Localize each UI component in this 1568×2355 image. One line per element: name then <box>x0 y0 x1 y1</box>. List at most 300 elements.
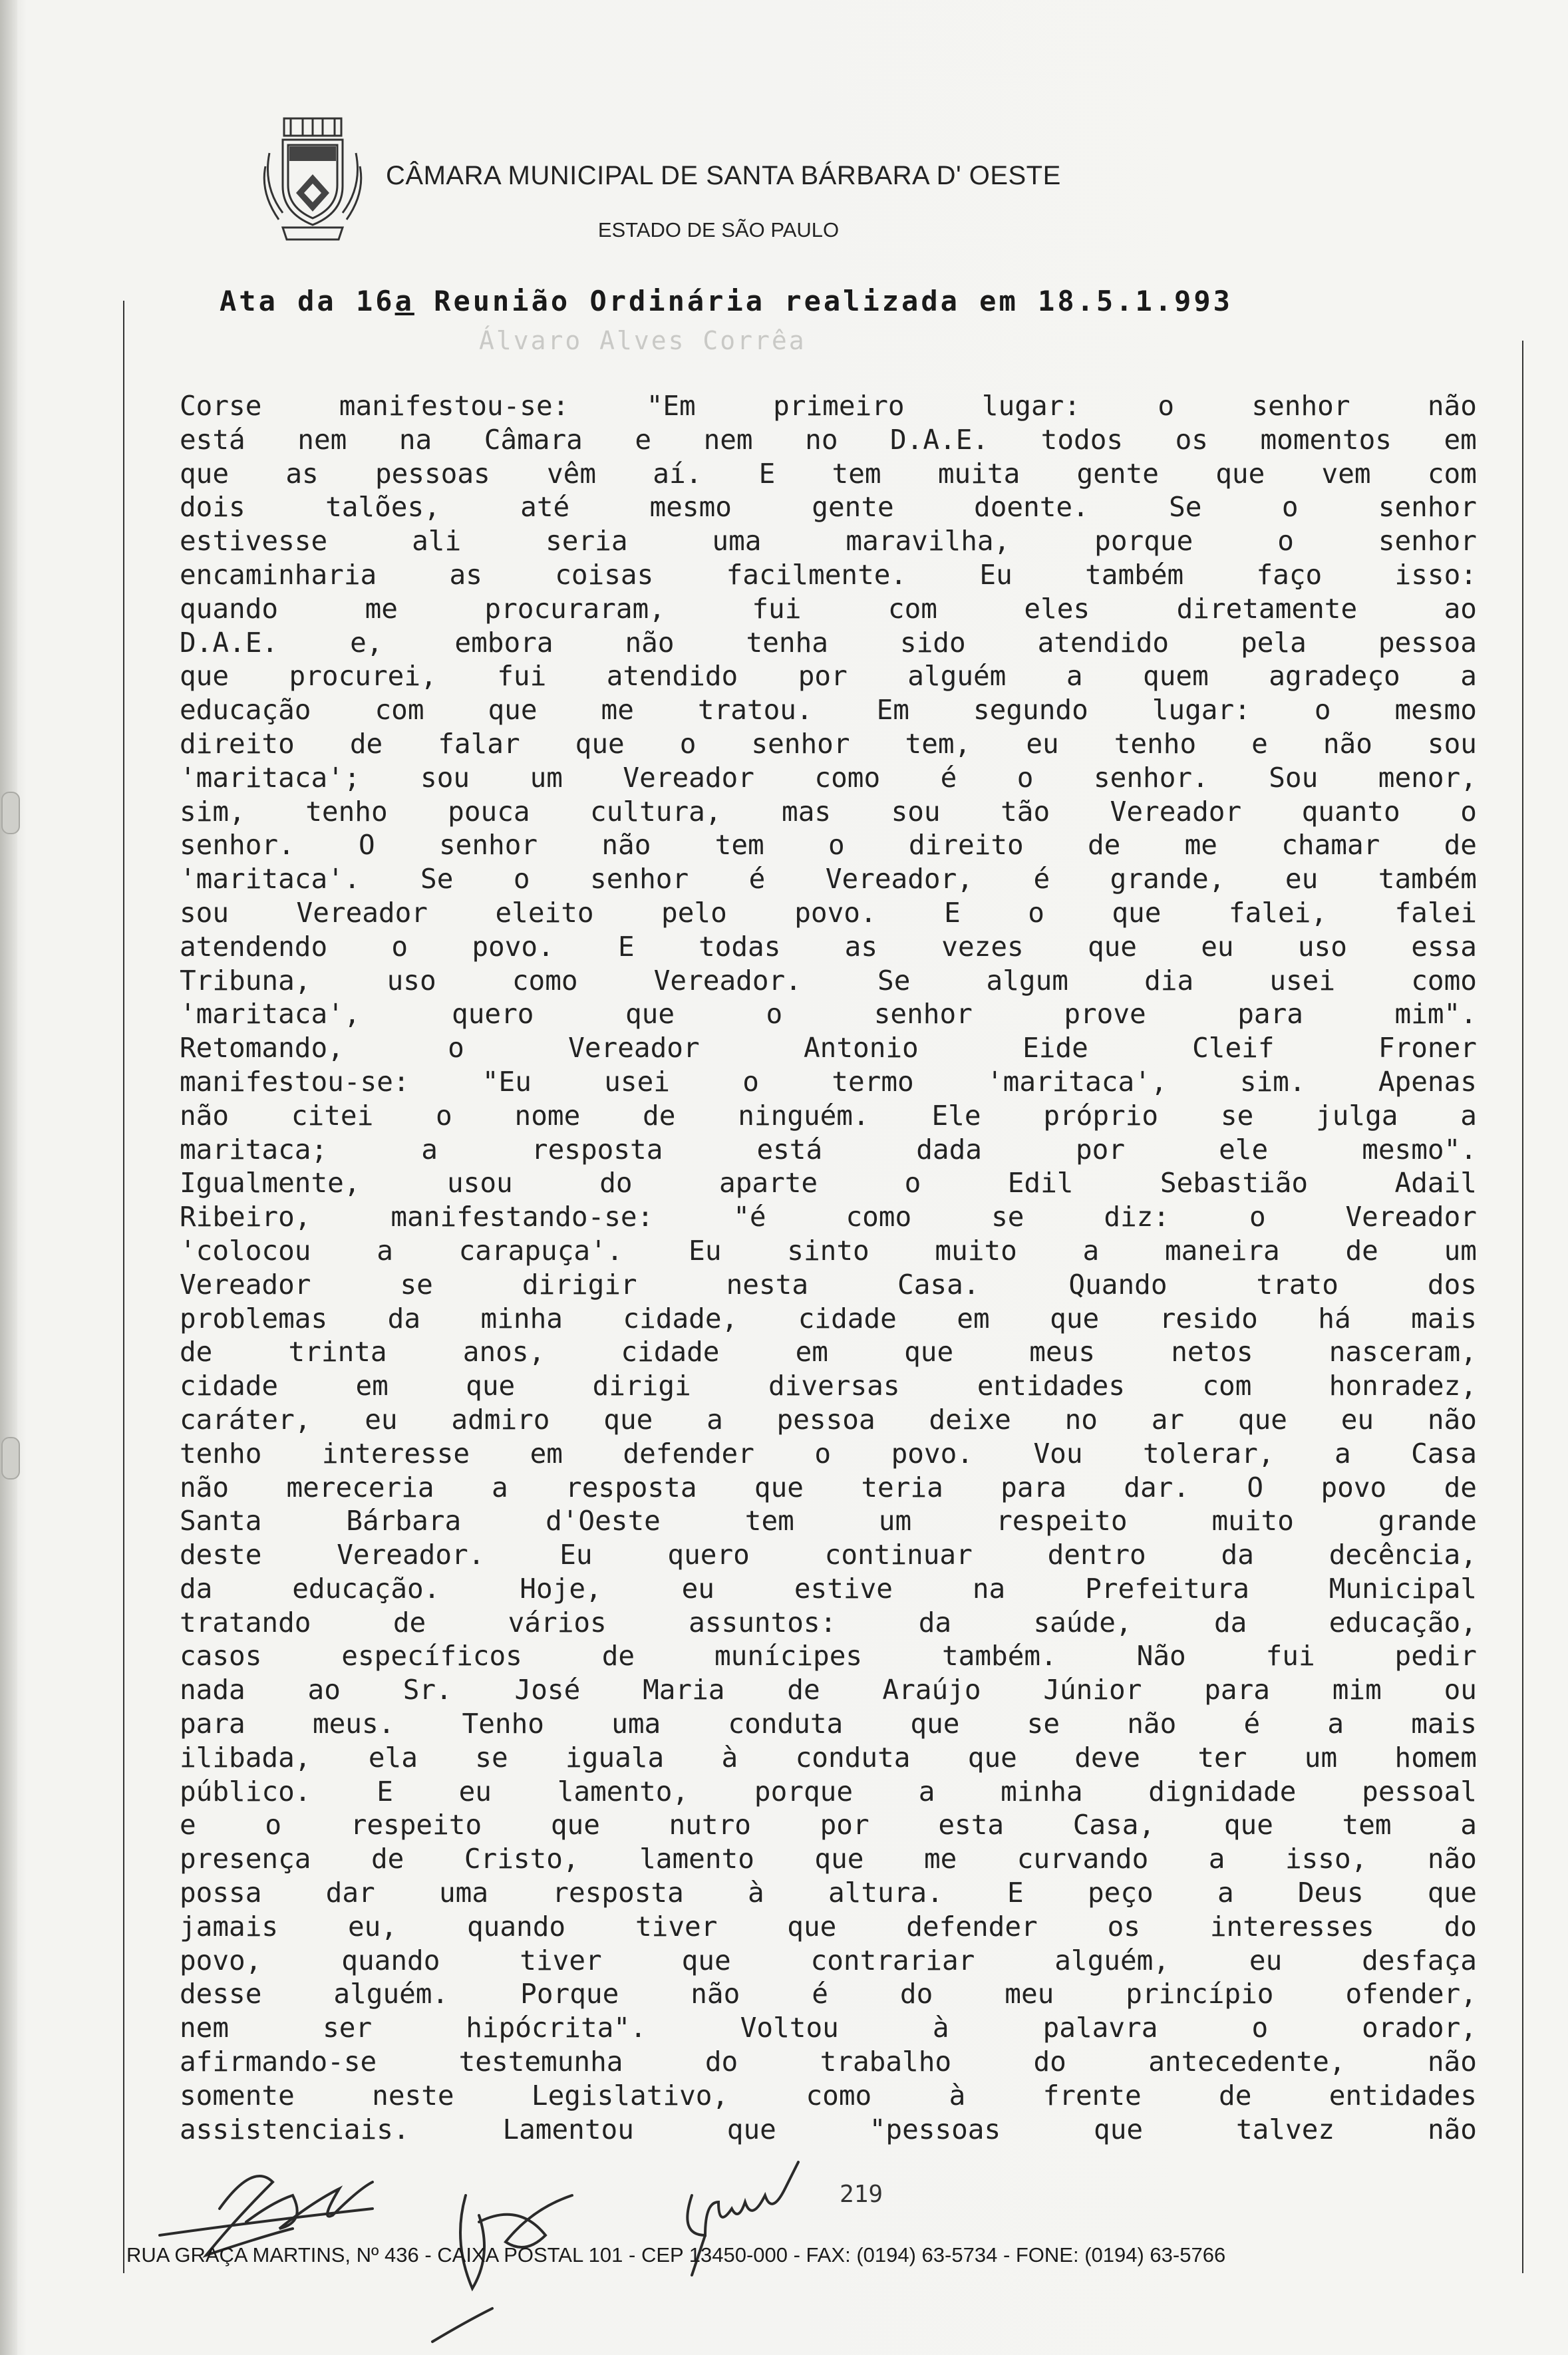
body-word: cidade <box>798 1302 897 1334</box>
body-word: maneira <box>1164 1234 1280 1267</box>
body-word: de <box>601 1640 635 1672</box>
body-word: respeito <box>350 1809 482 1841</box>
body-word: facilmente. <box>726 558 907 591</box>
body-word: Eu <box>559 1539 593 1571</box>
body-word: não <box>1427 2046 1477 2078</box>
body-word: não <box>1427 2113 1477 2145</box>
body-word: curvando <box>1017 1843 1149 1875</box>
body-word: Porque <box>520 1978 619 2010</box>
body-word: Vereador. <box>653 964 802 997</box>
body-line <box>180 727 1477 761</box>
body-word: senhor <box>751 727 850 760</box>
body-word: os <box>1107 1910 1140 1943</box>
body-word: Municipal <box>1329 1572 1477 1605</box>
body-word: o <box>391 930 408 963</box>
body-word: dois <box>180 491 245 524</box>
body-word: porque <box>1094 525 1193 557</box>
body-word: a <box>1082 1234 1100 1267</box>
body-word: lugar: <box>1152 694 1251 726</box>
body-word: à <box>748 1877 764 1909</box>
body-line <box>180 1234 1477 1268</box>
body-word: Apenas <box>1378 1065 1477 1098</box>
body-word: Se <box>1169 491 1202 524</box>
body-word: para <box>1001 1471 1066 1503</box>
body-word: D.A.E. <box>890 423 989 456</box>
body-word: tem, <box>905 727 971 760</box>
body-word: Em <box>876 694 909 726</box>
body-word: é <box>940 761 957 794</box>
body-word: tem <box>832 457 881 490</box>
body-word: da <box>180 1572 213 1605</box>
body-line <box>180 592 1477 626</box>
body-line <box>180 1673 1477 1707</box>
body-word: tratou. <box>697 694 813 726</box>
body-word: essa <box>1411 930 1477 963</box>
body-line <box>180 490 1477 524</box>
body-word: aí. <box>653 457 703 490</box>
body-word: que <box>603 1403 653 1436</box>
body-word: nem <box>297 423 347 456</box>
body-word: muita <box>937 457 1020 490</box>
body-word: 'maritaca'; <box>180 761 361 794</box>
body-word: me <box>601 694 634 726</box>
body-word: grande, <box>1110 863 1225 895</box>
body-line <box>180 626 1477 660</box>
body-word: está <box>756 1133 823 1166</box>
body-word: por <box>798 660 848 693</box>
body-word: Bárbara <box>346 1505 462 1537</box>
body-word: eu <box>1026 727 1059 760</box>
body-word: nada <box>180 1674 245 1706</box>
body-word: primeiro <box>773 390 905 422</box>
body-line <box>180 457 1477 491</box>
body-word: e <box>180 1809 196 1841</box>
body-word: nasceram, <box>1329 1336 1477 1368</box>
body-word: sim, <box>180 795 245 828</box>
body-word: se <box>400 1268 433 1301</box>
body-word: vezes <box>941 930 1024 963</box>
body-word: maritaca; <box>180 1133 328 1166</box>
body-word: Vereador <box>623 761 754 794</box>
body-word: "pessoas <box>869 2113 1001 2145</box>
body-word: deve <box>1074 1741 1140 1774</box>
body-word: nesta <box>726 1268 809 1301</box>
body-word: até <box>520 491 570 524</box>
body-word: dar. <box>1124 1471 1190 1503</box>
body-word: a <box>1460 1099 1477 1132</box>
body-word: Casa <box>1411 1437 1477 1470</box>
body-word: fui <box>497 660 547 693</box>
body-word: cultura, <box>590 795 722 828</box>
body-word: testemunha <box>458 2046 623 2078</box>
body-word: e <box>635 423 652 456</box>
body-word: deixe <box>929 1403 1011 1436</box>
body-word: procuraram, <box>484 592 665 625</box>
body-line <box>180 930 1477 964</box>
body-line <box>180 1741 1477 1775</box>
body-word: dentro <box>1047 1539 1146 1571</box>
body-word: Adail <box>1394 1167 1477 1199</box>
body-word: atendido <box>1037 626 1170 659</box>
body-word: resposta <box>552 1877 684 1909</box>
body-word: citei <box>291 1099 374 1132</box>
body-word: nem <box>180 2012 230 2044</box>
body-word: gente <box>812 491 894 524</box>
body-word: coisas <box>555 558 654 591</box>
body-word: que <box>575 727 625 760</box>
bleed-through-text: Álvaro Alves Corrêa <box>479 326 806 355</box>
body-line <box>180 1808 1477 1842</box>
body-word: me <box>365 592 398 625</box>
signatures-icon <box>120 2122 985 2355</box>
body-word: 'colocou <box>180 1234 311 1267</box>
footer-address: RUA GRAÇA MARTINS, Nº 436 - CAIXA POSTAL 101 - CEP 13450-000 - FAX: (0194) 63-5734 - FONE: (0194) 63-5766 <box>126 2243 1226 2267</box>
body-word: Retomando, <box>180 1032 344 1064</box>
body-word: ou <box>1444 1674 1477 1706</box>
body-word: Vereador, <box>825 863 973 895</box>
body-word: entidades <box>977 1370 1126 1402</box>
body-word: tiver <box>520 1944 602 1976</box>
body-word: quanto <box>1301 795 1400 828</box>
body-word: termo <box>832 1065 914 1098</box>
body-word: maravilha, <box>846 525 1011 557</box>
body-line <box>180 1268 1477 1302</box>
body-word: iguala <box>565 1741 665 1774</box>
body-word: a <box>1327 1708 1344 1740</box>
body-word: Vereador <box>1110 795 1242 828</box>
body-word: senhor <box>1378 491 1477 524</box>
body-word: tenho <box>180 1437 262 1470</box>
body-word: Se <box>877 964 911 997</box>
body-word: falar <box>438 727 520 760</box>
body-word: na <box>972 1572 1006 1605</box>
body-word: Sou <box>1269 761 1319 794</box>
body-line <box>180 1437 1477 1471</box>
body-word: ofender, <box>1345 1978 1477 2010</box>
body-line <box>180 862 1477 896</box>
body-word: Edil <box>1007 1167 1074 1199</box>
body-word: Vereador <box>180 1268 311 1301</box>
body-word: senhor <box>438 829 538 862</box>
body-line <box>180 1065 1477 1099</box>
body-word: uma <box>611 1708 661 1740</box>
body-word: peço <box>1087 1877 1154 1909</box>
body-word: que <box>681 1944 731 1976</box>
body-word: educação. <box>292 1572 440 1605</box>
body-word: seria <box>546 525 628 557</box>
body-word: povo, <box>180 1944 262 1976</box>
body-word: que <box>1223 1809 1273 1841</box>
body-word: ninguém. <box>738 1099 869 1132</box>
body-word: E <box>944 896 961 929</box>
left-margin-rule <box>123 301 124 2273</box>
body-word: desse <box>180 1978 262 2010</box>
body-word: contrariar <box>810 1944 975 1976</box>
body-word: ser <box>323 2012 373 2044</box>
body-word: que <box>625 998 675 1030</box>
body-word: Tenho <box>462 1708 544 1740</box>
body-word: trinta <box>288 1336 387 1368</box>
body-word: atendendo <box>180 930 328 963</box>
body-word: próprio <box>1043 1099 1159 1132</box>
body-word: sou <box>180 896 230 929</box>
body-word: e, <box>350 626 383 659</box>
body-word: O <box>359 829 375 862</box>
body-line <box>180 1403 1477 1437</box>
body-word: agradeço <box>1269 660 1400 693</box>
body-word: Eide <box>1022 1032 1088 1064</box>
body-word: o <box>1314 694 1331 726</box>
body-word: a <box>1217 1877 1234 1909</box>
body-word: o <box>265 1809 282 1841</box>
body-word: não <box>691 1978 740 2010</box>
body-word: palavra <box>1042 2012 1158 2044</box>
body-word: Maria <box>643 1674 725 1706</box>
body-word: Legislativo, <box>531 2079 729 2112</box>
body-word: em <box>355 1370 389 1402</box>
body-word: gente <box>1076 457 1159 490</box>
body-word: para <box>1237 998 1303 1030</box>
body-word: a <box>1460 660 1477 693</box>
body-word: quando <box>180 592 279 625</box>
body-word: uso <box>387 964 436 997</box>
body-word: não <box>180 1471 230 1503</box>
body-word: um <box>878 1505 912 1537</box>
body-word: Casa. <box>897 1268 980 1301</box>
body-word: frente <box>1042 2079 1142 2112</box>
body-word: resido <box>1159 1302 1258 1334</box>
body-word: uma <box>438 1877 489 1909</box>
body-word: manifestando-se: <box>391 1201 654 1233</box>
body-word: Froner <box>1378 1032 1477 1064</box>
body-word: dirigir <box>522 1268 637 1301</box>
body-word: se <box>475 1741 508 1774</box>
body-word: pessoal <box>1362 1775 1477 1807</box>
body-line <box>180 1538 1477 1572</box>
body-line <box>180 1842 1477 1876</box>
body-word: povo. <box>472 930 554 963</box>
body-word: que <box>1087 930 1137 963</box>
title-ordinal: a <box>394 285 414 317</box>
body-word: o <box>448 1032 464 1064</box>
body-word: tem <box>744 1505 794 1537</box>
body-word: o <box>1251 2012 1269 2044</box>
body-line <box>180 2079 1477 2113</box>
body-word: 'maritaca'. <box>180 863 361 895</box>
body-word: pela <box>1241 626 1307 659</box>
body-word: todos <box>1040 423 1124 456</box>
body-word: ao <box>1444 592 1477 625</box>
punch-hole <box>1 1437 20 1480</box>
body-word: que <box>488 694 538 726</box>
body-word: admiro <box>451 1403 550 1436</box>
body-word: caráter, <box>180 1403 311 1436</box>
body-word: Sebastião <box>1160 1167 1309 1199</box>
body-word: ele <box>1219 1133 1269 1166</box>
body-word: tenho <box>1114 727 1197 760</box>
body-word: dia <box>1144 964 1194 997</box>
body-word: respeito <box>996 1505 1128 1537</box>
body-word: dignidade <box>1148 1775 1297 1807</box>
body-word: esta <box>938 1809 1005 1841</box>
body-word: algum <box>986 964 1068 997</box>
body-word: afirmando-se <box>180 2046 377 2078</box>
body-word: falei, <box>1228 896 1327 929</box>
body-word: de <box>643 1099 676 1132</box>
body-word: Cleif <box>1192 1032 1275 1064</box>
body-word: uma <box>712 525 762 557</box>
body-word: me <box>1184 829 1217 862</box>
body-word: me <box>923 1843 957 1875</box>
organization-name: CÂMARA MUNICIPAL DE SANTA BÁRBARA D' OESTE <box>386 161 1061 190</box>
body-word: eleito <box>495 896 594 929</box>
body-word: o <box>1028 896 1044 929</box>
body-word: usei <box>604 1065 670 1098</box>
body-word: como <box>806 2079 872 2112</box>
body-word: porque <box>754 1775 854 1807</box>
body-word: meu <box>1005 1978 1054 2010</box>
body-word: Ele <box>931 1099 981 1132</box>
body-word: saúde, <box>1033 1606 1132 1639</box>
body-word: antecedente, <box>1148 2046 1346 2078</box>
body-word: os <box>1175 423 1208 456</box>
body-line <box>180 1369 1477 1403</box>
body-word: do <box>599 1167 633 1199</box>
body-word: o <box>766 998 783 1030</box>
body-word: em <box>957 1302 990 1334</box>
body-word: que <box>466 1370 516 1402</box>
body-word: que <box>726 2113 776 2145</box>
body-word: as <box>285 457 319 490</box>
body-word: o <box>1460 795 1477 828</box>
organization-state: ESTADO DE SÃO PAULO <box>597 218 840 241</box>
body-word: O <box>1247 1471 1264 1503</box>
body-line <box>180 2045 1477 2079</box>
body-word: não <box>625 626 675 659</box>
body-word: Lamentou <box>502 2113 634 2145</box>
body-word: faço <box>1256 558 1323 591</box>
body-word: que <box>1427 1877 1477 1909</box>
body-word: o <box>679 727 697 760</box>
body-word: honradez, <box>1329 1370 1477 1402</box>
page-number: 219 <box>840 2181 883 2208</box>
body-word: se <box>1026 1708 1060 1740</box>
body-word: mais <box>1411 1302 1477 1334</box>
body-word: quando <box>466 1910 566 1943</box>
body-word: 'maritaca', <box>180 998 361 1030</box>
body-word: dada <box>916 1133 982 1166</box>
body-word: Vereador <box>1345 1201 1477 1233</box>
body-word: "Eu <box>482 1065 532 1098</box>
body-word: no <box>805 423 838 456</box>
body-word: talões, <box>325 491 440 524</box>
body-word: alguém. <box>333 1978 449 2010</box>
body-word: Eu <box>979 558 1013 591</box>
body-word: povo <box>1321 1471 1387 1503</box>
body-word: ilibada, <box>180 1741 311 1774</box>
body-word: é <box>812 1978 828 2010</box>
right-margin-rule <box>1522 341 1523 2273</box>
body-word: estive <box>794 1572 893 1605</box>
body-word: momentos <box>1260 423 1392 456</box>
body-word: mereceria <box>286 1471 434 1503</box>
body-word: sinto <box>787 1234 869 1267</box>
body-word: a <box>377 1234 393 1267</box>
body-word: minha <box>480 1302 563 1334</box>
body-word: se <box>991 1201 1024 1233</box>
body-word: com <box>1427 457 1477 490</box>
body-word: tem <box>714 829 764 862</box>
body-line <box>180 558 1477 592</box>
body-word: povo. <box>891 1437 973 1470</box>
title-rest: Reunião Ordinária realizada em 18.5.1.993 <box>414 285 1233 317</box>
body-word: uso <box>1297 930 1347 963</box>
body-word: senhor <box>590 863 689 895</box>
body-word: senhor <box>1378 525 1477 557</box>
body-line <box>180 1335 1477 1369</box>
body-word: não <box>1427 390 1477 422</box>
body-line <box>180 659 1477 693</box>
body-word: tem <box>1342 1809 1392 1841</box>
page-title <box>220 285 1233 317</box>
body-word: quero <box>452 998 534 1030</box>
body-word: eu <box>1340 1403 1374 1436</box>
body-word: para <box>1204 1674 1270 1706</box>
body-word: que <box>550 1809 600 1841</box>
body-word: trabalho <box>820 2046 952 2078</box>
body-line <box>180 964 1477 998</box>
body-word: a <box>421 1133 438 1166</box>
body-word: resposta <box>531 1133 663 1166</box>
body-word: assistenciais. <box>180 2113 410 2145</box>
body-word: senhor. <box>180 829 295 862</box>
body-line <box>180 1504 1477 1538</box>
body-word: teria <box>861 1471 943 1503</box>
body-word: encaminharia <box>180 558 377 591</box>
body-word: o <box>1249 1201 1266 1233</box>
body-word: quero <box>667 1539 750 1571</box>
body-word: que <box>180 660 230 693</box>
body-word: mesmo <box>1394 694 1477 726</box>
body-word: assuntos: <box>689 1606 837 1639</box>
body-word: um <box>530 761 563 794</box>
body-word: que <box>1094 2113 1144 2145</box>
body-word: em <box>530 1437 563 1470</box>
minutes-body <box>180 389 1477 2146</box>
body-word: d'Oeste <box>546 1505 661 1537</box>
body-word: eu <box>1249 1944 1283 1976</box>
body-word: no <box>1064 1403 1098 1436</box>
body-word: que <box>1237 1403 1287 1436</box>
body-word: Vereador. <box>337 1539 485 1571</box>
body-word: talvez <box>1235 2113 1335 2145</box>
body-word: de <box>1345 1234 1378 1267</box>
body-word: é <box>1243 1708 1261 1740</box>
body-line <box>180 1944 1477 1978</box>
body-line <box>180 1099 1477 1133</box>
body-word: sou <box>1427 727 1477 760</box>
body-word: Prefeitura <box>1085 1572 1249 1605</box>
body-word: como <box>512 964 578 997</box>
body-word: casos <box>180 1640 262 1672</box>
body-word: lamento <box>639 1843 754 1875</box>
body-word: tiver <box>635 1910 718 1943</box>
body-word: ao <box>307 1674 341 1706</box>
body-word: o <box>1277 525 1294 557</box>
body-word: estivesse <box>180 525 328 557</box>
body-word: em <box>1444 423 1477 456</box>
body-word: problemas <box>180 1302 328 1334</box>
